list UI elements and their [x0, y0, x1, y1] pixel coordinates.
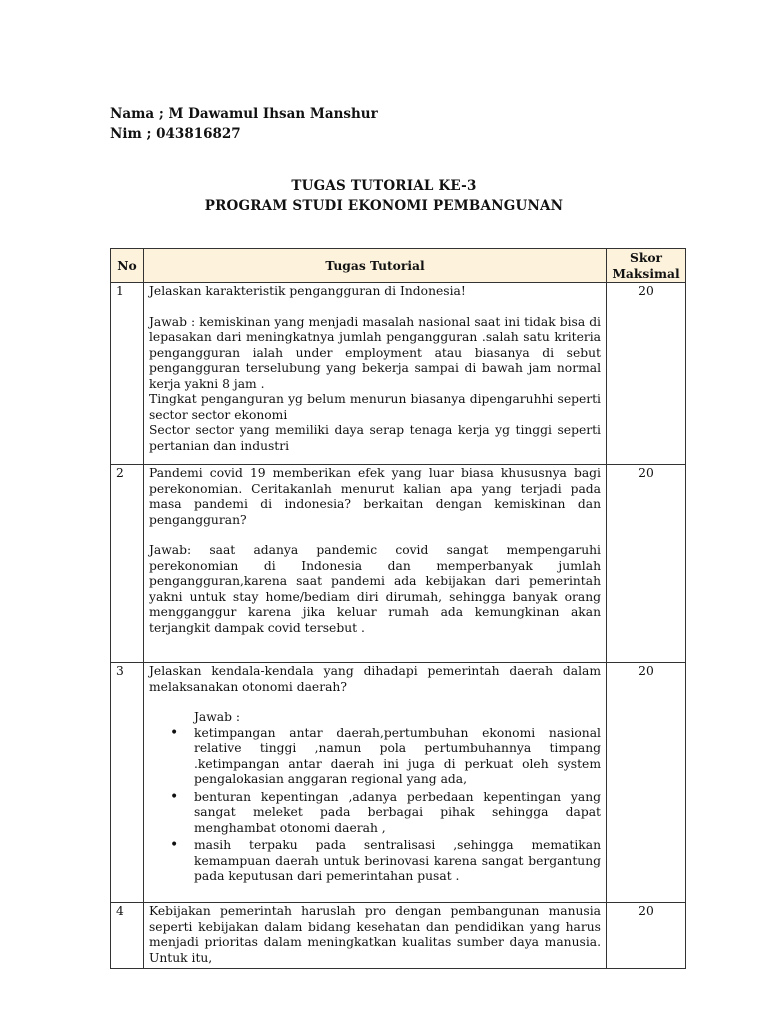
title-line-1: TUGAS TUTORIAL KE-3 — [291, 178, 477, 194]
list-item: • masih terpaku pada sentralisasi ,sehingga mematikan kemampuan daerah untuk berinovasi karena sangat bergantung pada keputusan dari pemerintahan pusat . — [194, 838, 601, 885]
student-info — [110, 104, 378, 144]
header-tugas: Tugas Tutorial — [144, 249, 607, 283]
table-row — [111, 465, 686, 663]
table-row — [111, 663, 686, 903]
answer-text: Jawab: saat adanya pandemic covid sangat mempengaruhi perekonomian di Indonesia dan memperbanyak jumlah pengangguran,karena saat pandemi ada kebijakan dari pemerintah yakni untuk stay home/bediam diri dirumah, sehingga banyak orang mengganggur karena jika keluar rumah ada kemungkinan akan terjangkit dampak covid tersebut . — [149, 543, 601, 635]
table-row — [111, 903, 686, 969]
header-no: No — [111, 249, 144, 283]
row-content — [144, 663, 607, 903]
row-content — [144, 465, 607, 663]
row-score: 20 — [607, 903, 686, 969]
question-text: Pandemi covid 19 memberikan efek yang luar biasa khususnya bagi perekonomian. Ceritakanlah menurut kalian apa yang terjadi pada masa pandemi di indonesia? berkaitan dengan kemiskinan dan pengangguran? — [149, 466, 601, 527]
row-score: 20 — [607, 663, 686, 903]
answer-label: Jawab : — [194, 710, 241, 724]
student-nim: Nim ; 043816827 — [110, 126, 241, 142]
row-content — [144, 903, 607, 969]
row-number: 1 — [111, 283, 144, 465]
list-item: • ketimpangan antar daerah,pertumbuhan ekonomi nasional relative tinggi ,namun pola pertumbuhannya timpang .ketimpangan antar daerah ini juga di perkuat oleh system pengalokasian anggaran regional yang ada, — [194, 726, 601, 788]
row-number: 4 — [111, 903, 144, 969]
answer-list — [149, 726, 601, 885]
table-header-row — [111, 249, 686, 283]
student-name: Nama ; M Dawamul Ihsan Manshur — [110, 106, 378, 122]
row-score: 20 — [607, 465, 686, 663]
title-line-2: PROGRAM STUDI EKONOMI PEMBANGUNAN — [204, 198, 564, 214]
question-text: Kebijakan pemerintah haruslah pro dengan pembangunan manusia seperti kebijakan dalam bidang kesehatan dan pendidikan yang harus menjadi prioritas dalam meningkatkan kualitas sumber daya manusia. Untuk itu, — [149, 904, 601, 965]
question-text: Jelaskan kendala-kendala yang dihadapi pemerintah daerah dalam melaksanakan otonomi daerah? — [149, 664, 601, 694]
row-score: 20 — [607, 283, 686, 465]
row-number: 2 — [111, 465, 144, 663]
answer-text: Jawab : kemiskinan yang menjadi masalah nasional saat ini tidak bisa di lepasakan dari meningkatnya jumlah pengangguran .salah satu kriteria pengangguran ialah under employment atau biasanya di sebut pengangguran terselubung yang bekerja sampai di bawah jam normal kerja yakni 8 jam . — [149, 314, 601, 391]
header-skor: Skor Maksimal — [607, 249, 686, 283]
table-row — [111, 283, 686, 465]
row-content — [144, 283, 607, 465]
document-title — [0, 176, 768, 216]
answer-extra-2: Sector sector yang memiliki daya serap tenaga kerja yg tinggi seperti pertanian dan industri — [149, 423, 601, 453]
tutorial-table — [110, 248, 686, 969]
question-text: Jelaskan karakteristik pengangguran di Indonesia! — [149, 284, 466, 298]
answer-extra-1: Tingkat penganguran yg belum menurun biasanya dipengaruhhi seperti sector sector ekonomi — [149, 392, 601, 422]
row-number: 3 — [111, 663, 144, 903]
list-item: • benturan kepentingan ,adanya perbedaan kepentingan yang sangat meleket pada berbagai pihak sehingga dapat menghambat otonomi daerah , — [194, 790, 601, 837]
